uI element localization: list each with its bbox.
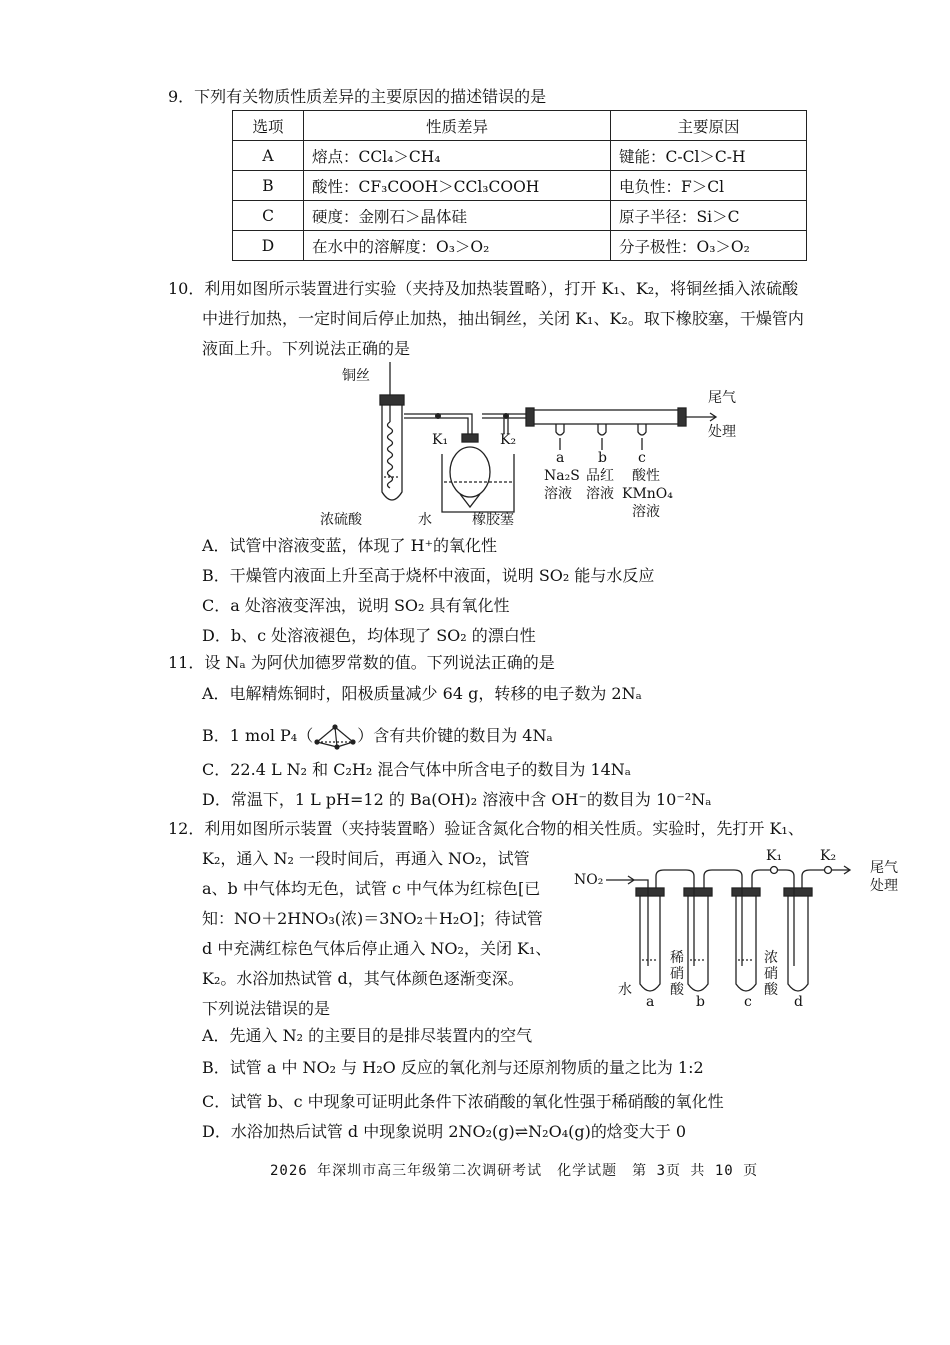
label-water: 水 bbox=[618, 982, 632, 998]
q12-body-line: K₂。水浴加热试管 d，其气体颜色逐渐变深。 bbox=[202, 969, 524, 988]
q10-line3: 液面上升。下列说法正确的是 bbox=[202, 339, 411, 358]
header-cell: 主要原因 bbox=[611, 111, 807, 141]
label-tail1: 尾气 bbox=[708, 390, 736, 406]
header-cell: 选项 bbox=[233, 111, 304, 141]
label-k2: K₂ bbox=[500, 432, 517, 448]
table-row bbox=[233, 201, 807, 231]
label-na2s-solution: 溶液 bbox=[544, 486, 572, 502]
q9-table bbox=[232, 110, 807, 261]
table-cell: 在水中的溶解度：O₃＞O₂ bbox=[304, 231, 611, 261]
arrow-right-icon bbox=[704, 413, 716, 421]
q11-option-d: D．常温下，1 L pH=12 的 Ba(OH)₂ 溶液中含 OH⁻的数目为 10⁻²Nₐ bbox=[202, 790, 712, 809]
table-row bbox=[233, 141, 807, 171]
label-b: b bbox=[696, 994, 705, 1010]
valve-k1-icon bbox=[771, 867, 778, 874]
label-dilute-3: 酸 bbox=[670, 982, 684, 998]
q10-apparatus-diagram bbox=[320, 362, 760, 532]
page-footer: 2026 年深圳市高三年级第二次调研考试 化学试题 第 3页 共 10 页 bbox=[270, 1163, 759, 1179]
q12-body-line: d 中充满红棕色气体后停止通入 NO₂，关闭 K₁、 bbox=[202, 939, 552, 958]
label-pinhong: 品红 bbox=[586, 468, 614, 484]
q12-apparatus-diagram bbox=[572, 846, 908, 1014]
q12-option-a: A．先通入 N₂ 的主要目的是排尽装置内的空气 bbox=[202, 1026, 533, 1045]
table-cell: A bbox=[233, 141, 304, 171]
label-acidic: 酸性 bbox=[632, 468, 660, 484]
valve-k2-icon bbox=[503, 413, 509, 419]
q11-title: 11．设 Nₐ 为阿伏加德罗常数的值。下列说法正确的是 bbox=[168, 653, 555, 672]
valve-k1-icon bbox=[435, 413, 441, 419]
q10-option-c: C．a 处溶液变浑浊，说明 SO₂ 具有氧化性 bbox=[202, 596, 510, 615]
label-conc-1: 浓 bbox=[764, 950, 778, 966]
label-stopper: 橡胶塞 bbox=[472, 512, 514, 528]
label-conc-3: 酸 bbox=[764, 982, 778, 998]
label-k2: K₂ bbox=[820, 848, 837, 864]
label-tail2: 处理 bbox=[870, 878, 898, 894]
label-acid: 浓硫酸 bbox=[320, 512, 362, 528]
valve-k2-icon bbox=[825, 867, 832, 874]
table-cell: 键能：C-Cl＞C-H bbox=[611, 141, 807, 171]
label-k1: K₁ bbox=[766, 848, 783, 864]
table-cell: 熔点：CCl₄＞CH₄ bbox=[304, 141, 611, 171]
label-a: a bbox=[556, 450, 565, 466]
table-cell: C bbox=[233, 201, 304, 231]
q12-body-line: a、b 中气体均无色，试管 c 中气体为红棕色[已 bbox=[202, 879, 541, 898]
label-kmno4-solution: 溶液 bbox=[632, 504, 660, 520]
q10-stem bbox=[168, 274, 888, 364]
label-c: c bbox=[638, 450, 646, 466]
q11-option-c: C．22.4 L N₂ 和 C₂H₂ 混合气体中所含电子的数目为 14Nₐ bbox=[202, 760, 631, 779]
table-cell: 酸性：CF₃COOH＞CCl₃COOH bbox=[304, 171, 611, 201]
q10-line2: 中进行加热，一定时间后停止加热，抽出铜丝，关闭 K₁、K₂。取下橡胶塞，干燥管内 bbox=[202, 309, 804, 328]
label-water: 水 bbox=[418, 512, 432, 528]
label-c: c bbox=[744, 994, 752, 1010]
label-k1: K₁ bbox=[432, 432, 449, 448]
table-cell: 硬度：金刚石＞晶体硅 bbox=[304, 201, 611, 231]
q10-option-b: B．干燥管内液面上升至高于烧杯中液面，说明 SO₂ 能与水反应 bbox=[202, 566, 655, 585]
table-row bbox=[233, 231, 807, 261]
q11-option-b-prefix: B．1 mol P₄（ bbox=[202, 726, 314, 745]
q11-option-b-suffix: ）含有共价键的数目为 4Nₐ bbox=[357, 726, 553, 745]
label-pinhong-solution: 溶液 bbox=[586, 486, 614, 502]
table-cell: 原子半径：Si＞C bbox=[611, 201, 807, 231]
q12-body-line: 知：NO＋2HNO₃(浓)＝3NO₂＋H₂O]；待试管 bbox=[202, 909, 543, 928]
q12-body-line: 下列说法错误的是 bbox=[202, 999, 331, 1018]
table-cell: 电负性：F＞Cl bbox=[611, 171, 807, 201]
table-row bbox=[233, 171, 807, 201]
label-dilute-1: 稀 bbox=[670, 950, 684, 966]
q9-title: 9．下列有关物质性质差异的主要原因的描述错误的是 bbox=[168, 87, 547, 106]
label-tail1: 尾气 bbox=[870, 860, 898, 876]
label-d: d bbox=[794, 994, 803, 1010]
q10-option-a: A．试管中溶液变蓝，体现了 H⁺的氧化性 bbox=[202, 536, 498, 555]
q12-title: 12．利用如图所示装置（夹持装置略）验证含氮化合物的相关性质。实验时，先打开 K₁、 bbox=[168, 819, 804, 838]
q12-body-line: K₂，通入 N₂ 一段时间后，再通入 NO₂，试管 bbox=[202, 849, 530, 868]
label-tail2: 处理 bbox=[708, 424, 736, 440]
label-copper: 铜丝 bbox=[342, 368, 370, 384]
p4-tetrahedron-icon bbox=[313, 724, 357, 750]
label-na2s: Na₂S bbox=[544, 468, 580, 484]
label-conc-2: 硝 bbox=[764, 966, 778, 982]
q11-option-b bbox=[202, 722, 553, 750]
table-cell: 分子极性：O₃＞O₂ bbox=[611, 231, 807, 261]
q12-option-b: B．试管 a 中 NO₂ 与 H₂O 反应的氧化剂与还原剂物质的量之比为 1:2 bbox=[202, 1058, 704, 1077]
table-cell: B bbox=[233, 171, 304, 201]
header-cell: 性质差异 bbox=[304, 111, 611, 141]
q10-line1: 10．利用如图所示装置进行实验（夹持及加热装置略），打开 K₁、K₂，将铜丝插入浓硫酸 bbox=[168, 279, 799, 298]
q12-option-c: C．试管 b、c 中现象可证明此条件下浓硝酸的氧化性强于稀硝酸的氧化性 bbox=[202, 1092, 724, 1111]
table-header-row bbox=[233, 111, 807, 141]
label-no2: NO₂ bbox=[574, 872, 604, 888]
q12-body bbox=[202, 844, 562, 1024]
q11-option-a: A．电解精炼铜时，阳极质量减少 64 g，转移的电子数为 2Nₐ bbox=[202, 684, 642, 703]
q10-option-d: D．b、c 处溶液褪色，均体现了 SO₂ 的漂白性 bbox=[202, 626, 536, 645]
label-kmno4: KMnO₄ bbox=[622, 486, 673, 502]
q12-option-d: D．水浴加热后试管 d 中现象说明 2NO₂(g)⇌N₂O₄(g)的焓变大于 0 bbox=[202, 1122, 687, 1141]
label-a: a bbox=[646, 994, 655, 1010]
label-b: b bbox=[598, 450, 607, 466]
label-dilute-2: 硝 bbox=[670, 966, 684, 982]
table-cell: D bbox=[233, 231, 304, 261]
